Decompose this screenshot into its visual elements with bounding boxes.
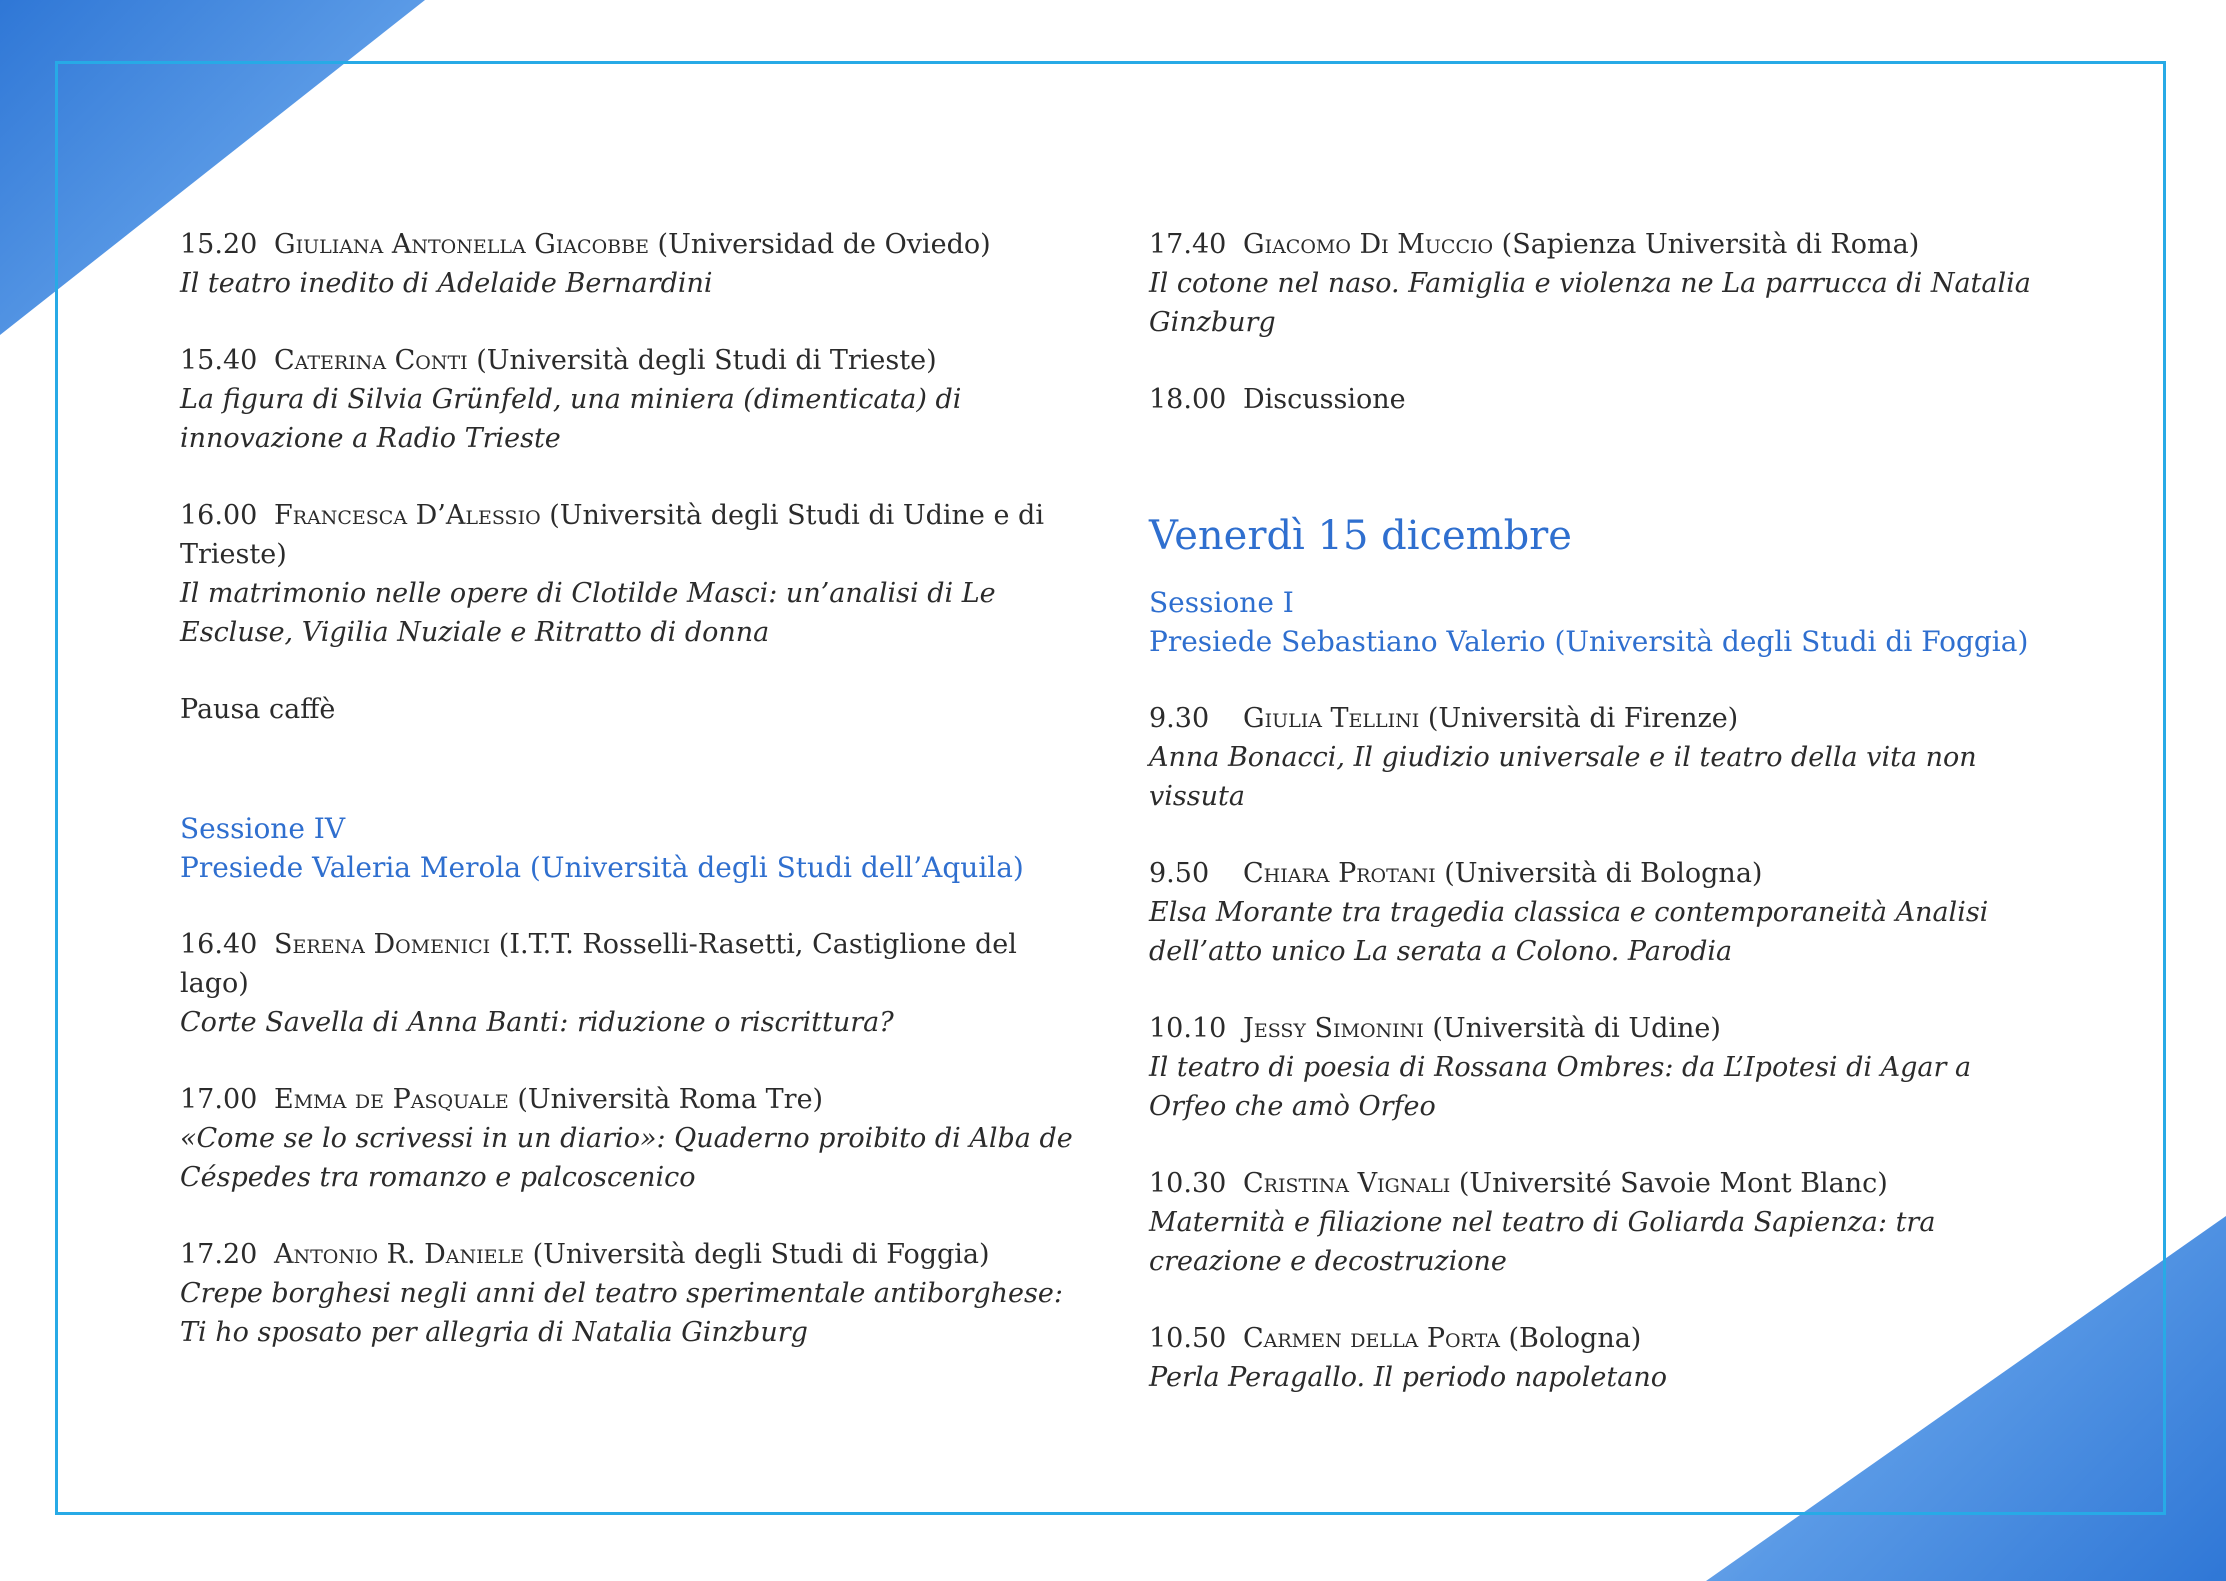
- talk-header: [1149, 1164, 2049, 1203]
- talk-speaker: Francesca D’Alessio: [274, 500, 541, 531]
- talk-speaker: Chiara Protani: [1243, 858, 1436, 889]
- session-name: Sessione IV: [180, 812, 346, 845]
- talk-title: Il matrimonio nelle opere di Clotilde Masci: un’analisi di Le Escluse, Vigilia Nuziale e Ritratto di donna: [180, 578, 996, 648]
- talk-speaker: Cristina Vignali: [1243, 1168, 1451, 1199]
- talk-affiliation: (Università degli Studi di Foggia): [524, 1239, 990, 1270]
- talk-time: 16.40: [180, 929, 258, 960]
- talk-time: 10.10: [1149, 1013, 1227, 1044]
- talk-header: [1149, 1319, 2049, 1358]
- talk-item: [1149, 854, 2049, 971]
- talk-item: [1149, 225, 2049, 342]
- talk-title: La figura di Silvia Grünfeld, una miniera (dimenticata) di innovazione a Radio Trieste: [180, 384, 962, 454]
- talk-item: [1149, 1164, 2049, 1281]
- talk-item: [1149, 699, 2049, 816]
- talk-list: [1149, 699, 2049, 1397]
- talk-item: [180, 225, 1080, 303]
- talk-speaker: Serena Domenici: [274, 929, 491, 960]
- talk-time: 17.00: [180, 1084, 258, 1115]
- talk-affiliation: (Università di Udine): [1423, 1013, 1721, 1044]
- talk-item: [1149, 1009, 2049, 1126]
- talk-header: [1149, 1009, 2049, 1048]
- talk-item: [180, 1235, 1080, 1352]
- talk-item: [180, 496, 1080, 652]
- talk-header: [180, 1235, 1080, 1274]
- talk-list: [180, 225, 1080, 652]
- talk-speaker: Caterina Conti: [274, 345, 468, 376]
- talk-speaker: Carmen della Porta: [1243, 1323, 1500, 1354]
- talk-speaker: Giacomo Di Muccio: [1243, 229, 1494, 260]
- talk-speaker: Antonio R. Daniele: [274, 1239, 525, 1270]
- talk-time: 9.50: [1149, 858, 1210, 889]
- talk-header: [180, 225, 1080, 264]
- talk-affiliation: (Università degli Studi di Udine e di Trieste): [180, 500, 1044, 570]
- talk-header: [1149, 225, 2049, 264]
- talk-item: [1149, 1319, 2049, 1397]
- talk-time: 9.30: [1149, 703, 1210, 734]
- talk-speaker: Emma de Pasquale: [274, 1084, 509, 1115]
- talk-time: 10.50: [1149, 1323, 1227, 1354]
- talk-header: [180, 925, 1080, 1003]
- session-header: [1149, 583, 2049, 661]
- talk-speaker: Giuliana Antonella Giacobbe: [274, 229, 649, 260]
- talk-title: Il cotone nel naso. Famiglia e violenza ne La parrucca di Natalia Ginzburg: [1149, 268, 2031, 338]
- talk-header: [1149, 854, 2049, 893]
- session-name: Sessione I: [1149, 586, 1294, 619]
- session-chair: Presiede Valeria Merola (Università degli Studi dell’Aquila): [180, 851, 1024, 884]
- talk-title: Corte Savella di Anna Banti: riduzione o riscrittura?: [180, 1007, 894, 1038]
- talk-affiliation: (I.T.T. Rosselli-Rasetti, Castiglione del lago): [180, 929, 1017, 999]
- day-heading: Venerdì 15 dicembre: [1149, 513, 1572, 559]
- talk-header: [180, 496, 1080, 574]
- talk-item: [180, 1080, 1080, 1197]
- session-header: [180, 809, 1080, 887]
- talk-title: Crepe borghesi negli anni del teatro sperimentale antiborghese: Ti ho sposato per allegria di Natalia Ginzburg: [180, 1278, 1063, 1348]
- talk-affiliation: (Università di Firenze): [1419, 703, 1739, 734]
- discussion: [1149, 380, 2049, 419]
- talk-title: Il teatro inedito di Adelaide Bernardini: [180, 268, 713, 299]
- talk-affiliation: (Université Savoie Mont Blanc): [1450, 1168, 1888, 1199]
- talk-list: [1149, 225, 2049, 342]
- talk-affiliation: (Università Roma Tre): [508, 1084, 824, 1115]
- program-column-right: [1149, 225, 2049, 1435]
- talk-header: [180, 1080, 1080, 1119]
- talk-title: «Come se lo scrivessi in un diario»: Quaderno proibito di Alba de Céspedes tra romanzo e palcoscenico: [180, 1123, 1073, 1193]
- talk-header: [180, 341, 1080, 380]
- talk-time: 10.30: [1149, 1168, 1227, 1199]
- talk-time: 17.40: [1149, 229, 1227, 260]
- talk-time: 16.00: [180, 500, 258, 531]
- talk-affiliation: (Università degli Studi di Trieste): [467, 345, 937, 376]
- talk-title: Maternità e filiazione nel teatro di Goliarda Sapienza: tra creazione e decostruzione: [1149, 1207, 1936, 1277]
- talk-time: 15.40: [180, 345, 258, 376]
- talk-affiliation: (Università di Bologna): [1435, 858, 1763, 889]
- talk-header: [1149, 699, 2049, 738]
- program-column-left: [180, 225, 1080, 1390]
- discussion-label: Discussione: [1243, 384, 1406, 415]
- talk-affiliation: (Universidad de Oviedo): [648, 229, 991, 260]
- discussion-time: 18.00: [1149, 384, 1227, 415]
- talk-title: Anna Bonacci, Il giudizio universale e il teatro della vita non vissuta: [1149, 742, 1977, 812]
- talk-time: 15.20: [180, 229, 258, 260]
- talk-speaker: Giulia Tellini: [1243, 703, 1420, 734]
- coffee-break: Pausa caffè: [180, 694, 336, 725]
- talk-item: [180, 341, 1080, 458]
- talk-list: [180, 925, 1080, 1352]
- talk-time: 17.20: [180, 1239, 258, 1270]
- talk-speaker: Jessy Simonini: [1243, 1013, 1424, 1044]
- talk-title: Elsa Morante tra tragedia classica e contemporaneità Analisi dell’atto unico La serata a Colono. Parodia: [1149, 897, 1989, 967]
- talk-item: [180, 925, 1080, 1042]
- talk-affiliation: (Bologna): [1499, 1323, 1642, 1354]
- talk-title: Perla Peragallo. Il periodo napoletano: [1149, 1362, 1667, 1393]
- talk-affiliation: (Sapienza Università di Roma): [1493, 229, 1920, 260]
- session-chair: Presiede Sebastiano Valerio (Università degli Studi di Foggia): [1149, 625, 2029, 658]
- talk-title: Il teatro di poesia di Rossana Ombres: da L’Ipotesi di Agar a Orfeo che amò Orfeo: [1149, 1052, 1972, 1122]
